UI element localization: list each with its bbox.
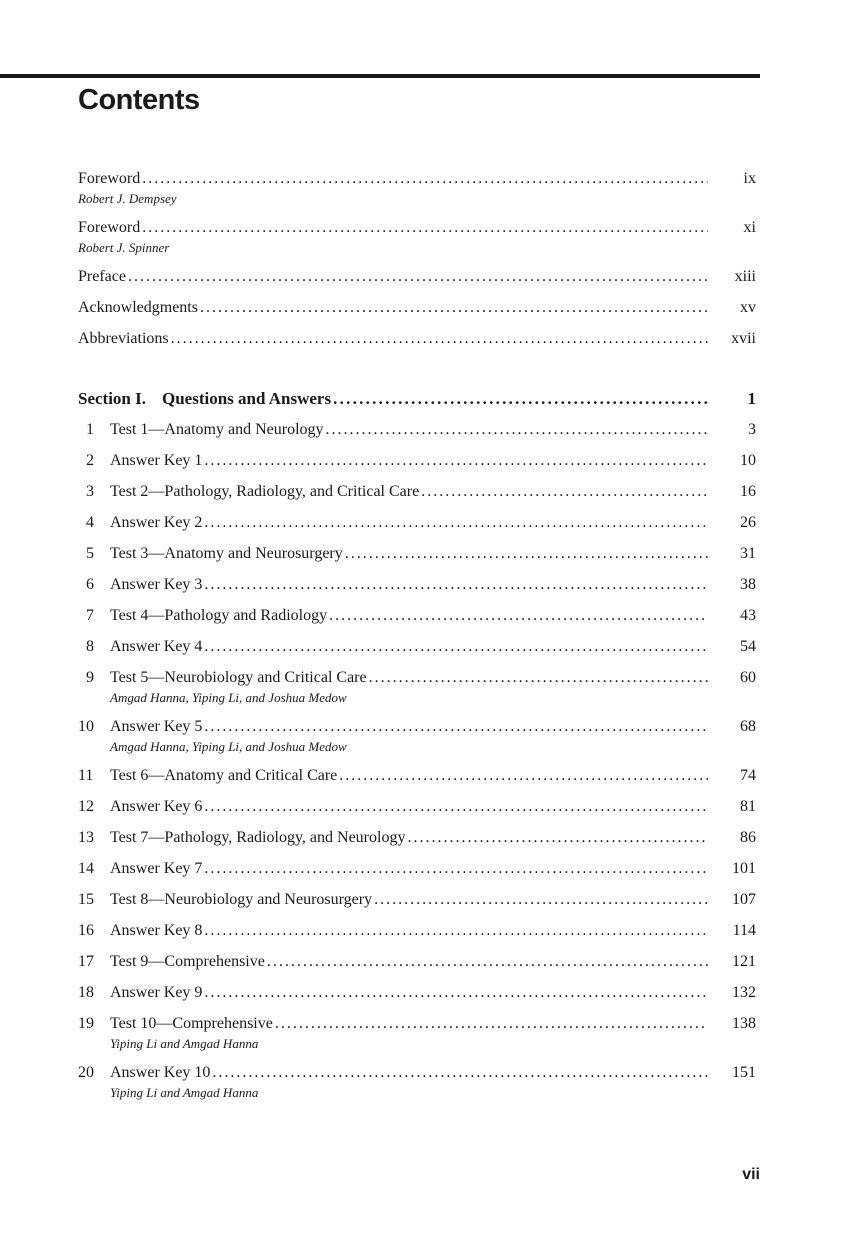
chapter-title: Test 5—Neurobiology and Critical Care: [110, 669, 367, 686]
leader-dots: [267, 951, 708, 973]
chapter-title: Answer Key 4: [110, 638, 203, 655]
leader-dots: [369, 667, 708, 689]
leader-dots: [212, 1062, 708, 1084]
chapter-author: Yiping Li and Amgad Hanna: [110, 1036, 259, 1051]
toc-entry[interactable]: [78, 266, 756, 288]
chapter-title: Test 2—Pathology, Radiology, and Critical Care: [110, 483, 420, 500]
chapter-entry[interactable]: [78, 889, 756, 911]
toc-line: [78, 266, 756, 288]
chapter-title: Answer Key 10: [110, 1064, 211, 1081]
toc-line: [78, 951, 756, 973]
table-of-contents: [78, 168, 756, 1102]
chapter-title: Answer Key 2: [110, 514, 203, 531]
toc-entry[interactable]: [78, 217, 756, 257]
entry-page: xiii: [734, 268, 756, 285]
chapter-page: 107: [732, 891, 756, 908]
chapter-number: 13: [78, 829, 94, 846]
leader-dots: [407, 827, 708, 849]
leader-dots: [204, 858, 708, 880]
toc-line: [78, 716, 756, 738]
chapter-number: 18: [78, 984, 94, 1001]
chapter-title: Test 1—Anatomy and Neurology: [110, 421, 324, 438]
leader-dots: [142, 217, 708, 239]
chapter-entry[interactable]: [78, 574, 756, 596]
chapter-title: Test 7—Pathology, Radiology, and Neurology: [110, 829, 406, 846]
chapter-number: 12: [78, 798, 94, 815]
chapter-title: Answer Key 7: [110, 860, 203, 877]
chapter-entry[interactable]: [78, 450, 756, 472]
page-title: Contents: [78, 84, 200, 116]
chapter-author: Yiping Li and Amgad Hanna: [110, 1085, 259, 1100]
chapter-page: 86: [740, 829, 756, 846]
chapter-entry[interactable]: [78, 716, 756, 756]
chapter-title: Answer Key 5: [110, 718, 203, 735]
toc-line: [78, 419, 756, 441]
toc-line: [78, 765, 756, 787]
chapter-number: 1: [86, 421, 94, 438]
section-heading[interactable]: [78, 388, 756, 410]
toc-line: [78, 889, 756, 911]
leader-dots: [204, 796, 708, 818]
chapter-title: Test 9—Comprehensive: [110, 953, 265, 970]
chapter-page: 74: [740, 767, 756, 784]
toc-entry[interactable]: [78, 297, 756, 319]
chapter-page: 43: [740, 607, 756, 624]
toc-line: [78, 1062, 756, 1084]
toc-line: [78, 481, 756, 503]
toc-line: [78, 328, 756, 350]
chapter-title: Test 8—Neurobiology and Neurosurgery: [110, 891, 373, 908]
chapter-title: Answer Key 6: [110, 798, 203, 815]
chapter-entry[interactable]: [78, 1013, 756, 1053]
toc-line: [78, 982, 756, 1004]
chapter-entry[interactable]: [78, 827, 756, 849]
chapter-entry[interactable]: [78, 982, 756, 1004]
chapter-entry[interactable]: [78, 920, 756, 942]
chapter-entry[interactable]: [78, 1062, 756, 1102]
leader-dots: [329, 605, 708, 627]
top-rule: [0, 74, 760, 78]
chapter-entry[interactable]: [78, 951, 756, 973]
section-page: 1: [747, 389, 756, 408]
chapter-author: Amgad Hanna, Yiping Li, and Joshua Medow: [110, 690, 347, 705]
chapter-number: 2: [86, 452, 94, 469]
entry-title: Foreword: [78, 219, 141, 236]
chapter-number: 9: [86, 669, 94, 686]
leader-dots: [326, 419, 708, 441]
toc-line: [78, 168, 756, 190]
leader-dots: [374, 889, 708, 911]
chapter-title: Answer Key 9: [110, 984, 203, 1001]
chapter-entry[interactable]: [78, 667, 756, 707]
toc-entry[interactable]: [78, 168, 756, 208]
entry-author: Robert J. Spinner: [78, 240, 170, 255]
chapter-number: 4: [86, 514, 94, 531]
toc-line: [78, 605, 756, 627]
leader-dots: [204, 450, 708, 472]
leader-dots: [142, 168, 708, 190]
chapter-number: 8: [86, 638, 94, 655]
leader-dots: [200, 297, 708, 319]
chapter-number: 17: [78, 953, 94, 970]
entry-page: ix: [743, 170, 756, 187]
chapter-number: 7: [86, 607, 94, 624]
toc-line: [78, 574, 756, 596]
chapter-page: 132: [732, 984, 756, 1001]
toc-line: [78, 217, 756, 239]
leader-dots: [204, 716, 708, 738]
toc-entry[interactable]: [78, 328, 756, 350]
chapter-page: 16: [740, 483, 756, 500]
toc-line: [78, 512, 756, 534]
toc-line: [78, 858, 756, 880]
chapter-number: 15: [78, 891, 94, 908]
chapter-page: 10: [740, 452, 756, 469]
toc-line: [78, 796, 756, 818]
chapter-page: 3: [748, 421, 756, 438]
entry-page: xv: [740, 299, 756, 316]
chapter-title: Test 10—Comprehensive: [110, 1015, 273, 1032]
chapter-entry[interactable]: [78, 512, 756, 534]
chapter-number: 10: [78, 718, 94, 735]
chapter-number: 14: [78, 860, 94, 877]
toc-line: [78, 667, 756, 689]
leader-dots: [275, 1013, 708, 1035]
chapter-entry[interactable]: [78, 543, 756, 565]
entry-title: Preface: [78, 268, 126, 285]
chapter-title: Test 3—Anatomy and Neurosurgery: [110, 545, 343, 562]
leader-dots: [421, 481, 708, 503]
chapter-page: 151: [732, 1064, 756, 1081]
chapter-title: Answer Key 8: [110, 922, 203, 939]
entry-page: xvii: [731, 330, 756, 347]
chapter-page: 101: [732, 860, 756, 877]
leader-dots: [128, 266, 708, 288]
chapter-number: 19: [78, 1015, 94, 1032]
chapter-number: 6: [86, 576, 94, 593]
chapter-entry[interactable]: [78, 796, 756, 818]
chapter-number: 11: [78, 767, 94, 784]
entry-author: Robert J. Dempsey: [78, 191, 177, 206]
toc-line: [78, 297, 756, 319]
chapter-page: 31: [740, 545, 756, 562]
chapter-number: 16: [78, 922, 94, 939]
chapter-page: 138: [732, 1015, 756, 1032]
chapter-page: 60: [740, 669, 756, 686]
leader-dots: [339, 765, 708, 787]
front-matter-list: [78, 168, 756, 350]
chapter-number: 20: [78, 1064, 94, 1081]
chapter-title: Answer Key 1: [110, 452, 203, 469]
chapter-title: Test 6—Anatomy and Critical Care: [110, 767, 338, 784]
chapter-author: Amgad Hanna, Yiping Li, and Joshua Medow: [110, 739, 347, 754]
entry-page: xi: [743, 219, 756, 236]
section-number: Section I.: [78, 389, 146, 408]
toc-line: [78, 920, 756, 942]
leader-dots: [204, 512, 708, 534]
section-title: Questions and Answers: [162, 389, 332, 408]
leader-dots: [345, 543, 708, 565]
leader-dots: [171, 328, 708, 350]
chapter-page: 68: [740, 718, 756, 735]
chapter-number: 3: [86, 483, 94, 500]
chapter-entry[interactable]: [78, 858, 756, 880]
chapter-entry[interactable]: [78, 481, 756, 503]
entry-title: Acknowledgments: [78, 299, 198, 316]
leader-dots: [204, 920, 708, 942]
toc-line: [78, 636, 756, 658]
leader-dots: [204, 574, 708, 596]
chapter-entry[interactable]: [78, 419, 756, 441]
entry-title: Abbreviations: [78, 330, 169, 347]
chapter-page: 54: [740, 638, 756, 655]
leader-dots: [204, 982, 708, 1004]
leader-dots: [204, 636, 708, 658]
chapter-entry[interactable]: [78, 765, 756, 787]
entry-title: Foreword: [78, 170, 141, 187]
toc-line: [78, 543, 756, 565]
chapter-page: 38: [740, 576, 756, 593]
toc-line: [78, 450, 756, 472]
chapter-entry[interactable]: [78, 605, 756, 627]
folio-page-number: vii: [742, 1166, 760, 1183]
chapter-list: [78, 419, 756, 1102]
chapter-page: 26: [740, 514, 756, 531]
chapter-title: Test 4—Pathology and Radiology: [110, 607, 328, 624]
chapter-page: 114: [732, 922, 756, 939]
chapter-page: 121: [732, 953, 756, 970]
chapter-number: 5: [86, 545, 94, 562]
toc-line: [78, 827, 756, 849]
chapter-page: 81: [740, 798, 756, 815]
chapter-entry[interactable]: [78, 636, 756, 658]
leader-dots: [333, 388, 708, 410]
toc-line: [78, 1013, 756, 1035]
chapter-title: Answer Key 3: [110, 576, 203, 593]
